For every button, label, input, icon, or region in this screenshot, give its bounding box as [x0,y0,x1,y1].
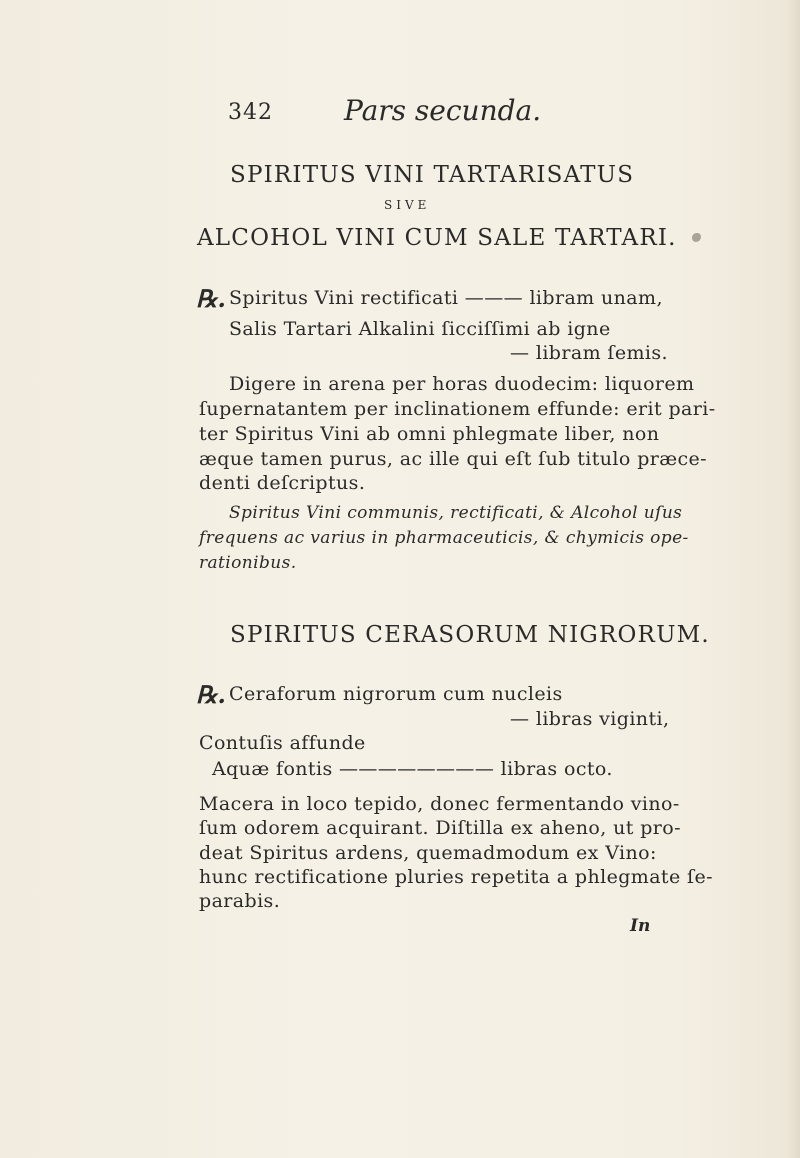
text-line: — libram ſemis. [510,342,668,364]
text-line: denti deſcriptus. [199,472,366,494]
section1-title: SPIRITUS VINI TARTARISATUS [230,162,635,188]
page-header [228,94,628,134]
text-line: Macera in loco tepido, donec fermentando vino- [199,793,680,815]
text-line: ſum odorem acquirant. Diſtilla ex aheno, ut pro- [199,817,681,839]
page-number: 342 [228,100,273,125]
italic-line: frequens ac varius in pharmaceuticis, & chymicis ope- [199,528,689,548]
running-title: Pars secunda. [344,94,542,127]
text-line: parabis. [199,890,281,912]
text-line: ter Spiritus Vini ab omni phlegmate liber, non [199,423,660,445]
text-line: Contuſis affunde [199,732,366,754]
catchword: In [630,916,651,936]
text-line: æque tamen purus, ac ille qui eſt ſub titulo præce- [199,448,707,470]
recipe-symbol: ℞. [196,680,226,709]
text-line: — libras viginti, [510,708,670,730]
section1-subtitle: ALCOHOL VINI CUM SALE TARTARI. [197,225,677,251]
text-line: Digere in arena per horas duodecim: liquorem [229,373,695,395]
text-line: Salis Tartari Alkalini ſicciſſimi ab igne [229,318,611,340]
italic-line: Spiritus Vini communis, rectificati, & Alcohol uſus [229,503,683,523]
page-edge-shadow [786,0,800,1158]
text-line: hunc rectificatione pluries repetita a phlegmate ſe- [199,866,713,888]
text-line: ſupernatantem per inclinationem effunde: erit pari- [199,398,716,420]
text-line: Aquæ fontis ———————— libras octo. [212,758,613,780]
section1-sive: SIVE [384,198,431,212]
text-line: Ceraforum nigrorum cum nucleis [229,683,563,705]
text-line: Spiritus Vini rectificati ——— libram unam, [229,287,663,309]
recipe-symbol: ℞. [196,284,226,313]
ink-spot [692,233,701,242]
section2-title: SPIRITUS CERASORUM NIGRORUM. [230,622,710,648]
text-line: deat Spiritus ardens, quemadmodum ex Vino: [199,842,657,864]
italic-line: rationibus. [199,553,297,573]
